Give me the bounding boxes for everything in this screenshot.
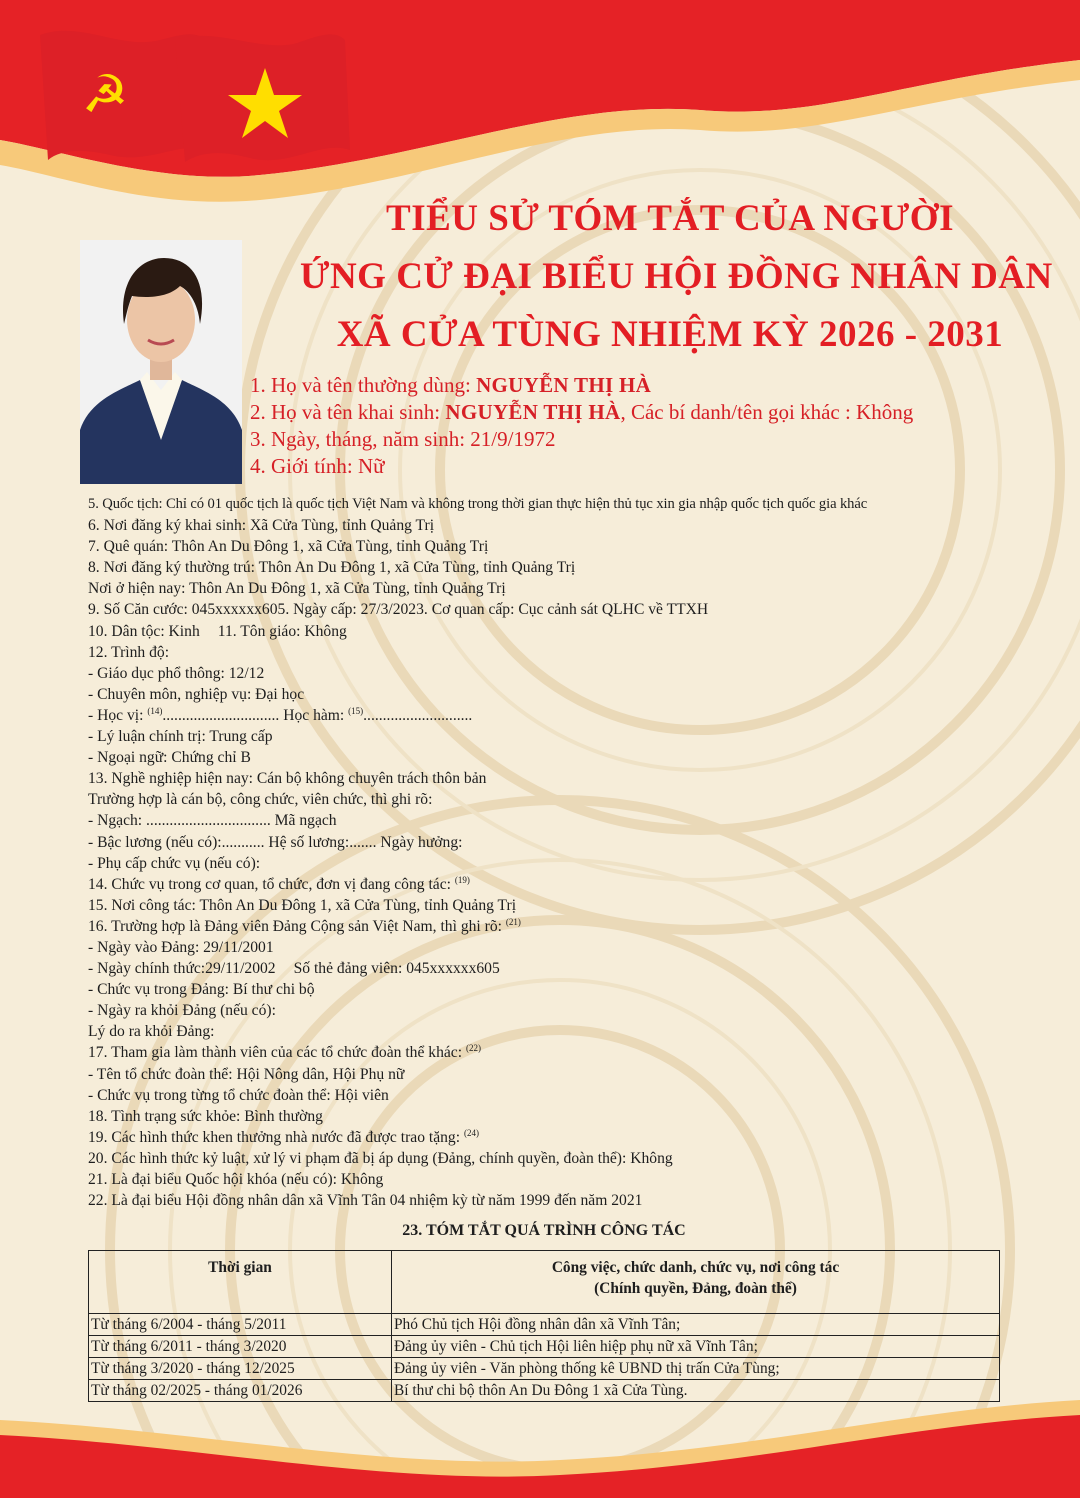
title-line: TIỂU SỬ TÓM TẮT CỦA NGƯỜI	[386, 198, 954, 239]
time-cell: Từ tháng 6/2004 - tháng 5/2011	[89, 1314, 392, 1336]
civil-servant-note: Trường hợp là cán bộ, công chức, viên chức, thì ghi rõ:	[88, 791, 433, 809]
common-name-row	[250, 372, 1050, 399]
professional-line: - Chuyên môn, nghiệp vụ: Đại học	[88, 685, 305, 703]
table-row	[89, 1380, 1000, 1402]
party-join-date-line: - Ngày vào Đảng: 29/11/2001	[88, 938, 274, 956]
ethnicity-religion-line	[88, 621, 1048, 642]
party-official-date-line	[88, 958, 1048, 979]
workplace-line: 15. Nơi công tác: Thôn An Du Đông 1, xã Cửa Tùng, tỉnh Quảng Trị	[88, 896, 517, 914]
footer-banner	[0, 1400, 1080, 1498]
salary-line: - Bậc lương (nếu có):........... Hệ số lương:....... Ngày hưởng:	[88, 833, 463, 851]
id-card-line: 9. Số Căn cước: 045xxxxxx605. Ngày cấp: 27/3/2023. Cơ quan cấp: Cục cảnh sát QLHC về TTXH	[88, 601, 709, 619]
awards-line	[88, 1127, 1048, 1148]
foreign-language-line: - Ngoại ngữ: Chứng chỉ B	[88, 749, 251, 767]
organizations-line	[88, 1042, 1048, 1063]
occupation-line: 13. Nghề nghiệp hiện nay: Cán bộ không chuyên trách thôn bản	[88, 770, 487, 788]
birth-registration-line: 6. Nơi đăng ký khai sinh: Xã Cửa Tùng, tỉnh Quảng Trị	[88, 517, 435, 535]
permanent-residence-line: 8. Nơi đăng ký thường trú: Thôn An Du Đông 1, xã Cửa Tùng, tỉnh Quảng Trị	[88, 559, 576, 577]
work-history-table	[88, 1250, 1000, 1402]
table-header-row	[89, 1251, 1000, 1314]
common-name-value: NGUYỄN THỊ HÀ	[476, 373, 652, 397]
job-cell: Đảng ủy viên - Văn phòng thống kê UBND thị trấn Cửa Tùng;	[392, 1358, 1000, 1380]
birth-date-row: 3. Ngày, tháng, năm sinh: 21/9/1972	[250, 427, 556, 451]
birth-name-value: NGUYỄN THỊ HÀ	[445, 400, 621, 424]
job-cell: Bí thư chi bộ thôn An Du Đông 1 xã Cửa Tùng.	[392, 1380, 1000, 1402]
table-row	[89, 1336, 1000, 1358]
footnote-ref: (22)	[465, 1043, 481, 1054]
page-title	[300, 190, 1053, 364]
title-dots: ............................	[363, 706, 473, 724]
general-education-line: - Giáo dục phổ thông: 12/12	[88, 664, 265, 682]
rank-line: - Ngạch: ................................ Mã ngạch	[88, 812, 337, 830]
party-member-line	[88, 916, 1048, 937]
party-leave-reason-line: Lý do ra khỏi Đảng:	[88, 1023, 215, 1041]
column-header-job	[392, 1251, 1000, 1314]
time-cell: Từ tháng 02/2025 - tháng 01/2026	[89, 1380, 392, 1402]
job-cell: Đảng ủy viên - Chủ tịch Hội liên hiệp phụ nữ xã Vĩnh Tân;	[392, 1336, 1000, 1358]
awards-text: 19. Các hình thức khen thưởng nhà nước đã được trao tặng:	[88, 1128, 464, 1146]
religion-text: 11. Tôn giáo: Không	[217, 622, 347, 640]
party-official-date-text: - Ngày chính thức:29/11/2002	[88, 960, 276, 978]
degree-dots: ..............................	[162, 706, 280, 724]
job-cell: Phó Chủ tịch Hội đồng nhân dân xã Vĩnh Tân;	[392, 1314, 1000, 1336]
title-line: ỨNG CỬ ĐẠI BIỂU HỘI ĐỒNG NHÂN DÂN	[300, 256, 1053, 297]
party-card-number-text: Số thẻ đảng viên: 045xxxxxx605	[293, 960, 500, 978]
allowance-line: - Phụ cấp chức vụ (nếu có):	[88, 854, 261, 872]
gender-row: 4. Giới tính: Nữ	[250, 454, 385, 478]
hometown-line: 7. Quê quán: Thôn An Du Đông 1, xã Cửa Tùng, tỉnh Quảng Trị	[88, 538, 489, 556]
degree-label: - Học vị:	[88, 706, 148, 724]
birth-name-label: 2. Họ và tên khai sinh:	[250, 400, 446, 424]
party-position-line: - Chức vụ trong Đảng: Bí thư chi bộ	[88, 981, 315, 999]
work-history-title: 23. TÓM TẮT QUÁ TRÌNH CÔNG TÁC	[402, 1222, 686, 1239]
national-assembly-line: 21. Là đại biểu Quốc hội khóa (nếu có): Không	[88, 1171, 384, 1188]
time-cell: Từ tháng 3/2020 - tháng 12/2025	[89, 1358, 392, 1380]
ethnicity-text: 10. Dân tộc: Kinh	[88, 622, 200, 640]
birth-name-row	[250, 399, 1050, 426]
national-flag	[175, 34, 350, 162]
organization-roles-line: - Chức vụ trong từng tổ chức đoàn thể: Hội viên	[88, 1086, 389, 1104]
political-theory-line: - Lý luận chính trị: Trung cấp	[88, 728, 273, 746]
organization-names-line: - Tên tổ chức đoàn thể: Hội Nông dân, Hội Phụ nữ	[88, 1065, 405, 1083]
discipline-line: 20. Các hình thức kỷ luật, xử lý vi phạm đã bị áp dụng (Đảng, chính quyền, đoàn thể): Không	[88, 1149, 673, 1167]
column-header-job-line: (Chính quyền, Đảng, đoàn thể)	[594, 1280, 797, 1297]
position-text: 14. Chức vụ trong cơ quan, tổ chức, đơn vị đang công tác:	[88, 875, 455, 893]
footnote-ref: (19)	[454, 874, 470, 885]
bio-details	[88, 494, 1048, 1211]
common-name-label: 1. Họ và tên thường dùng:	[250, 373, 477, 397]
council-history-line: 22. Là đại biểu Hội đồng nhân dân xã Vĩnh Tân 04 nhiệm kỳ từ năm 1999 đến năm 2021	[88, 1192, 643, 1210]
column-header-time: Thời gian	[89, 1251, 392, 1314]
footnote-ref: (15)	[348, 705, 364, 716]
education-heading: 12. Trình độ:	[88, 643, 170, 661]
degree-line	[88, 705, 1048, 726]
party-leave-date-line: - Ngày ra khỏi Đảng (nếu có):	[88, 1002, 276, 1020]
health-line: 18. Tình trạng sức khỏe: Bình thường	[88, 1107, 323, 1125]
alias-text: , Các bí danh/tên gọi khác : Không	[620, 400, 914, 424]
footnote-ref: (21)	[505, 916, 521, 927]
column-header-job-line: Công việc, chức danh, chức vụ, nơi công tác	[551, 1259, 840, 1276]
table-row	[89, 1314, 1000, 1336]
nationality-line: 5. Quốc tịch: Chỉ có 01 quốc tịch là quốc tịch Việt Nam và không trong thời gian thực hiện thủ tục xin gia nhập quốc tịch quốc gia khác	[88, 496, 868, 512]
identity-block	[250, 372, 1050, 480]
title-line: XÃ CỬA TÙNG NHIỆM KỲ 2026 - 2031	[336, 314, 1004, 355]
current-residence-line: Nơi ở hiện nay: Thôn An Du Đông 1, xã Cửa Tùng, tỉnh Quảng Trị	[88, 580, 506, 598]
footnote-ref: (24)	[463, 1127, 479, 1138]
candidate-portrait	[80, 240, 242, 484]
party-member-text: 16. Trường hợp là Đảng viên Đảng Cộng sản Việt Nam, thì ghi rõ:	[88, 917, 506, 935]
time-cell: Từ tháng 6/2011 - tháng 3/2020	[89, 1336, 392, 1358]
position-line	[88, 874, 1048, 895]
organizations-text: 17. Tham gia làm thành viên của các tổ chức đoàn thể khác:	[88, 1044, 466, 1062]
table-row	[89, 1358, 1000, 1380]
footnote-ref: (14)	[147, 705, 163, 716]
svg-text:☭: ☭	[81, 65, 129, 125]
title-label: Học hàm:	[279, 706, 349, 724]
